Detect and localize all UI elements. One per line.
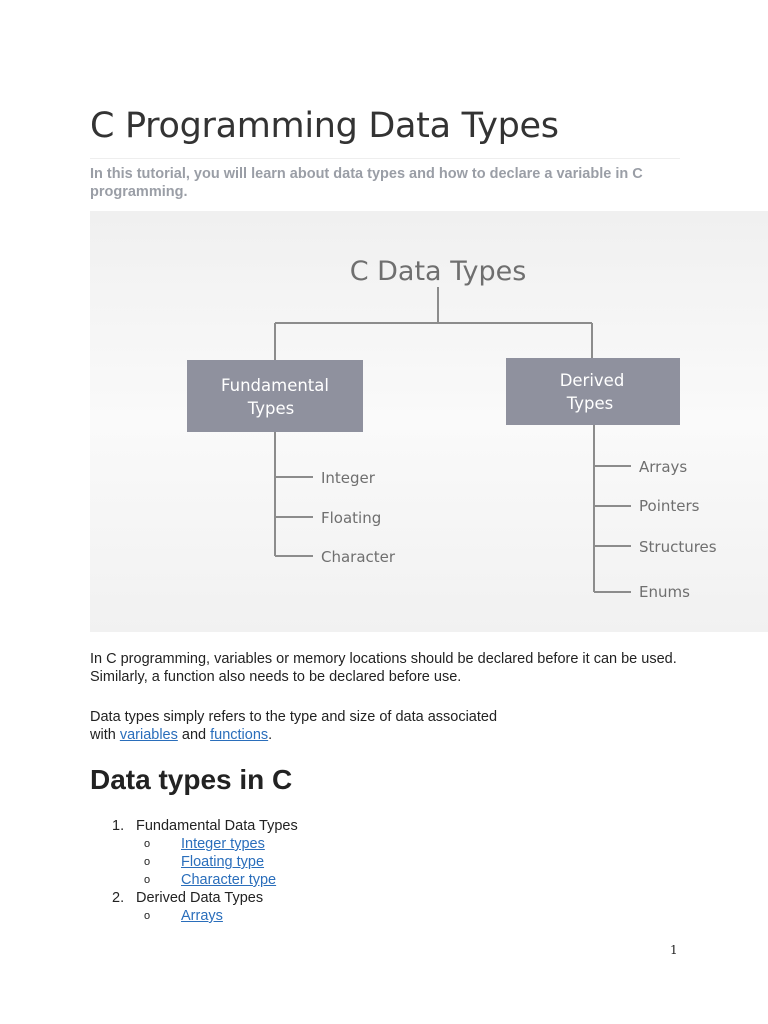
derived-item-structures: Structures xyxy=(639,538,717,556)
page-number: 1 xyxy=(670,943,678,957)
fundamental-item-character: Character xyxy=(321,548,396,566)
derived-box-label-line1: Derived xyxy=(559,371,625,390)
derived-item-enums: Enums xyxy=(639,583,690,601)
fundamental-item-floating: Floating xyxy=(321,509,382,527)
fundamental-box-label-line2: Types xyxy=(247,399,295,418)
bullet-icon: o xyxy=(144,874,151,886)
bullet-icon: o xyxy=(144,856,151,868)
derived-item-pointers: Pointers xyxy=(639,497,700,515)
derived-item-arrays: Arrays xyxy=(639,458,688,476)
list-number: 1. xyxy=(112,818,125,834)
paragraph-and: and xyxy=(177,726,211,743)
character-type-link[interactable]: Character type xyxy=(181,872,277,888)
integer-types-link[interactable]: Integer types xyxy=(181,836,265,852)
list-item-label: Fundamental Data Types xyxy=(136,818,298,834)
paragraph-period: . xyxy=(268,726,273,743)
paragraph-with: with xyxy=(90,726,120,743)
variables-link[interactable]: variables xyxy=(119,726,178,743)
title-divider xyxy=(90,158,680,159)
floating-type-link[interactable]: Floating type xyxy=(181,854,265,870)
fundamental-item-integer: Integer xyxy=(321,469,375,487)
functions-link[interactable]: functions xyxy=(210,726,269,743)
derived-types-box xyxy=(506,358,680,425)
list-number: 2. xyxy=(112,890,125,906)
data-types-diagram xyxy=(90,211,768,632)
paragraph-declaration: In C programming, variables or memory locations should be declared before it can be used. Similarly, a function also needs to be declared before use. xyxy=(90,651,677,685)
page-title: C Programming Data Types xyxy=(90,106,559,146)
arrays-link[interactable]: Arrays xyxy=(181,908,223,924)
fundamental-box-label-line1: Fundamental xyxy=(221,376,329,395)
fundamental-types-box xyxy=(187,360,363,432)
bullet-icon: o xyxy=(144,838,151,850)
bullet-icon: o xyxy=(144,910,151,922)
paragraph-line1: Data types simply refers to the type and size of data associated xyxy=(90,709,498,725)
list-item-label: Derived Data Types xyxy=(136,890,264,906)
intro-text: In this tutorial, you will learn about data types and how to declare a variable in C programming. xyxy=(90,166,643,200)
diagram-title: C Data Types xyxy=(349,256,527,287)
paragraph-data-types xyxy=(90,709,690,744)
derived-box-label-line2: Types xyxy=(566,394,614,413)
section-heading: Data types in C xyxy=(90,764,293,795)
